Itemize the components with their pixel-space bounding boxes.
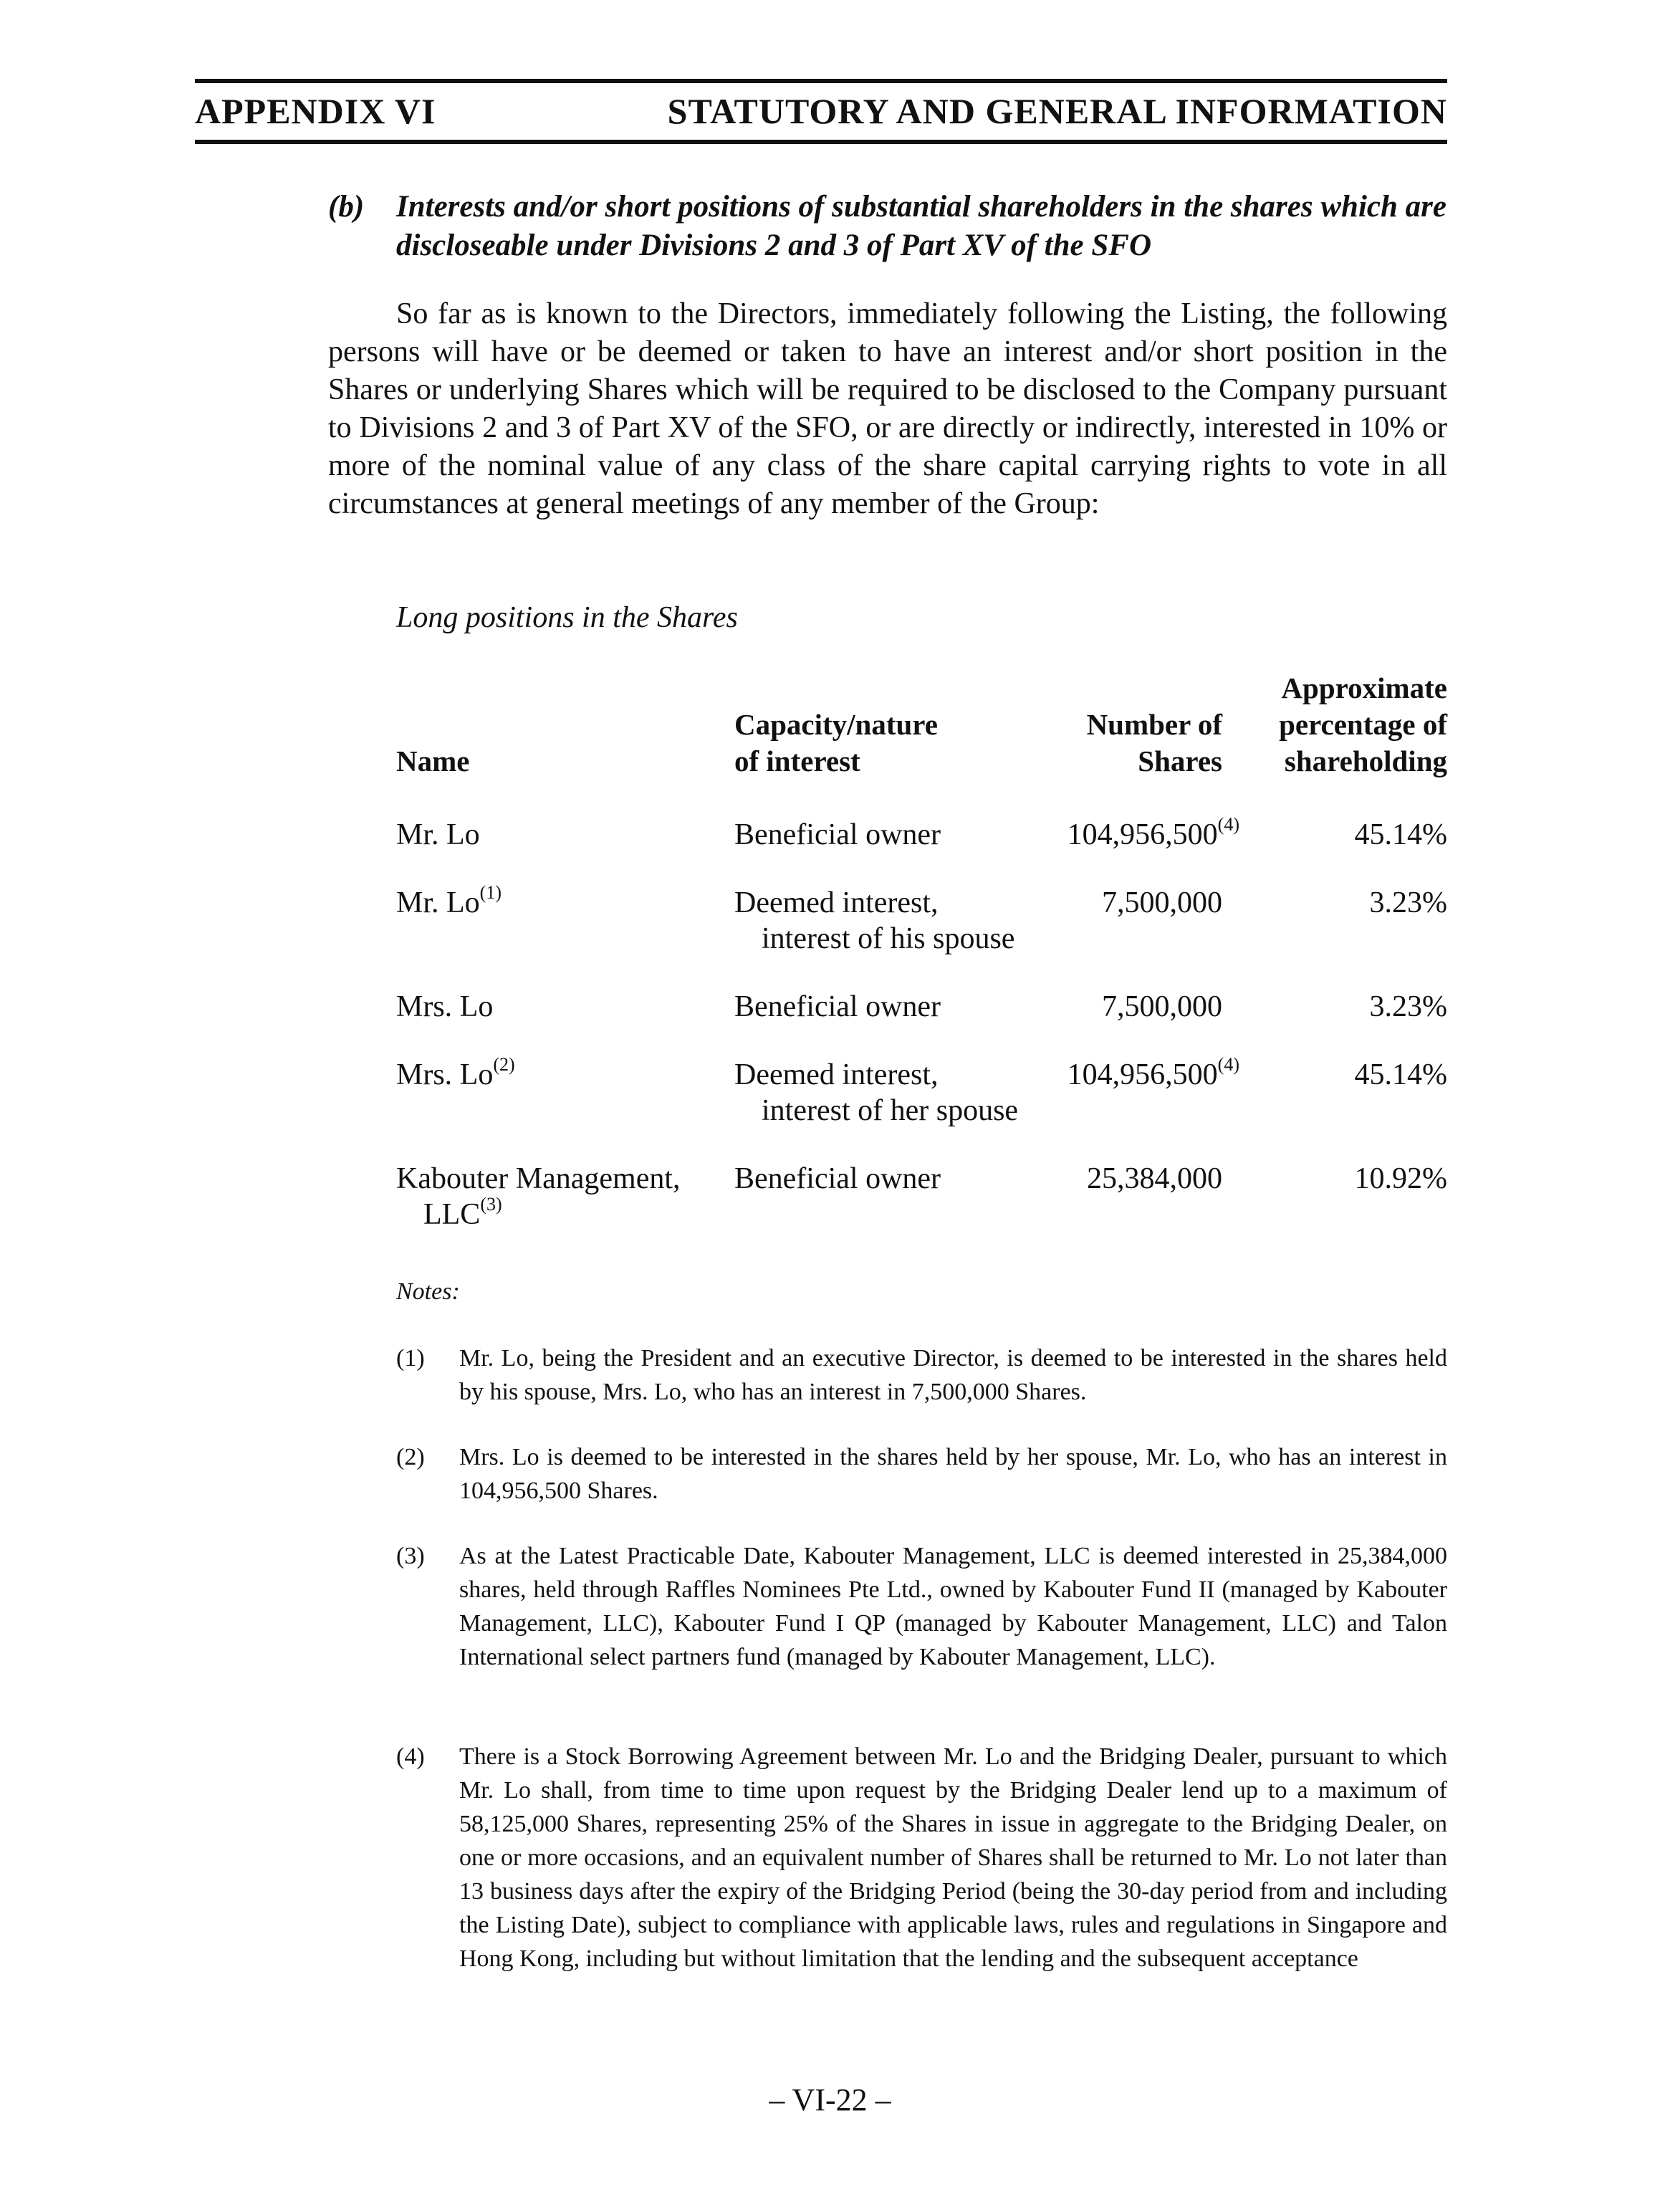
cell-name: Mrs. Lo <box>396 990 494 1023</box>
footnote-ref: (4) <box>1217 1054 1239 1075</box>
cell-name: Mr. Lo$^{(1)}$ <box>396 882 502 919</box>
header-capacity-line1: Capacity/nature <box>734 708 938 741</box>
cell-shares: 104,956,500$^{(4)}$ <box>1067 814 1239 851</box>
section-heading <box>328 188 1447 265</box>
header-name: Name <box>396 744 470 777</box>
header-rule-top <box>195 79 1447 83</box>
note-text: As at the Latest Practicable Date, Kabouter Management, LLC is deemed interested in 25,384,000 shares, held through Raffles Nominees Pte Ltd., owned by Kabouter Fund II (managed by Kabouter Management, LLC), Kabouter Fund I QP (managed by Kabouter Management, LLC) and Talon International select partners fund (managed by Kabouter Management, LLC). <box>459 1543 1447 1670</box>
cell-capacity: Deemed interest, interest of his spouse <box>734 886 1015 955</box>
header-rule-bottom <box>195 140 1447 144</box>
cell-name: Kabouter Management, LLC$^{(3)}$ <box>396 1162 681 1231</box>
footnote-ref: (1) <box>479 882 502 903</box>
section-title-text: Interests and/or short positions of substantial shareholders in the shares which are discloseable under Divisions 2 and 3 of Part XV of the SFO <box>396 190 1446 262</box>
header-pct-line1: Approximate <box>1281 671 1447 704</box>
page-number: – VI-22 – <box>769 2082 891 2117</box>
cell-capacity: Beneficial owner <box>734 990 941 1023</box>
cell-percentage: 45.14% <box>1354 1058 1447 1091</box>
cell-capacity: Beneficial owner <box>734 818 941 851</box>
header-number-line2: Shares <box>1138 744 1222 777</box>
header-capacity-line2: of interest <box>734 744 860 777</box>
header-capacity <box>734 707 938 780</box>
note-marker: (2) <box>396 1444 425 1470</box>
note-item <box>396 1440 1447 1508</box>
footnote-ref: (4) <box>1217 814 1239 835</box>
note-text: Mrs. Lo is deemed to be interested in the shares held by her spouse, Mr. Lo, who has an interest in 104,956,500 Shares. <box>459 1444 1447 1504</box>
cell-capacity: Deemed interest, interest of her spouse <box>734 1058 1019 1127</box>
note-marker: (1) <box>396 1345 425 1371</box>
cell-shares: 7,500,000 <box>1102 886 1222 919</box>
cell-shares: 25,384,000 <box>1087 1162 1222 1195</box>
table-subheading: Long positions in the Shares <box>396 601 738 634</box>
cell-capacity: Beneficial owner <box>734 1162 941 1195</box>
cell-shares: 7,500,000 <box>1102 990 1222 1023</box>
cell-name: Mr. Lo <box>396 818 480 851</box>
note-text: Mr. Lo, being the President and an executive Director, is deemed to be interested in the shares held by his spouse, Mrs. Lo, who has an interest in 7,500,000 Shares. <box>459 1345 1447 1405</box>
header-pct-line2: percentage of <box>1279 708 1447 741</box>
section-marker: (b) <box>328 190 365 224</box>
cell-name: Mrs. Lo$^{(2)}$ <box>396 1054 515 1091</box>
note-item <box>396 1341 1447 1409</box>
note-text: There is a Stock Borrowing Agreement between Mr. Lo and the Bridging Dealer, pursuant to which Mr. Lo shall, from time to time upon request by the Bridging Dealer lend up to a maximum of 58,125,000 Shares, representing 25% of the Shares in issue in aggregate to the Bridging Dealer, on one or more occasions, and an equivalent number of Shares shall be returned to Mr. Lo not later than 13 business days after the expiry of the Bridging Period (being the 30-day period from and including the Listing Date), subject to compliance with applicable laws, rules and regulations in Singapore and Hong Kong, including but without limitation that the lending and the subsequent acceptance <box>459 1743 1447 1972</box>
cell-percentage: 45.14% <box>1354 818 1447 851</box>
cell-percentage: 3.23% <box>1369 886 1447 919</box>
header-pct-line3: shareholding <box>1284 744 1447 777</box>
cell-percentage: 10.92% <box>1354 1162 1447 1195</box>
cell-percentage: 3.23% <box>1369 990 1447 1023</box>
header-percentage <box>1279 670 1447 780</box>
intro-paragraph: So far as is known to the Directors, immediately following the Listing, the following persons will have or be deemed or taken to have an interest and/or short position in the Shares or underlying Shares which will be required to be disclosed to the Company pursuant to Divisions 2 and 3 of Part XV of the SFO, or are directly or indirectly, interested in 10% or more of the nominal value of any class of the share capital carrying rights to vote in all circumstances at general meetings of any member of the Group: <box>328 297 1447 520</box>
footnote-ref: (2) <box>493 1054 515 1075</box>
header-number-line1: Number of <box>1086 708 1222 741</box>
note-marker: (4) <box>396 1743 425 1770</box>
notes-title: Notes: <box>396 1278 460 1305</box>
note-marker: (3) <box>396 1543 425 1569</box>
header-section-title: STATUTORY AND GENERAL INFORMATION <box>667 91 1447 131</box>
note-item <box>396 1539 1447 1674</box>
header-appendix-label: APPENDIX VI <box>195 91 436 131</box>
header-number-of-shares <box>1087 707 1222 780</box>
cell-shares: 104,956,500$^{(4)}$ <box>1067 1054 1239 1091</box>
note-item <box>396 1740 1447 1976</box>
footnote-ref: (3) <box>480 1194 502 1215</box>
